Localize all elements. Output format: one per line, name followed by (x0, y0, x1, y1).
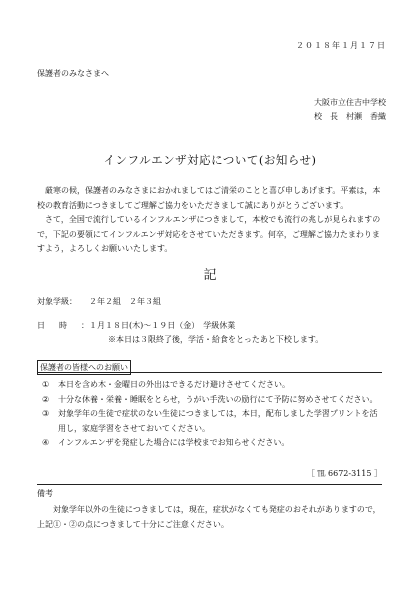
request-list (42, 378, 382, 451)
divider (37, 372, 382, 373)
item-text: 対象学年の生徒で症状のない生徒につきましては，本日，配布しました学習プリントを活用し，家庭学習をさせておいてください。 (58, 409, 378, 433)
divider (37, 484, 382, 485)
item-text: 本日を含め木・金曜日の外出はできるだけ避けさせてください。 (58, 380, 290, 389)
item-text: インフルエンザを発症した場合には学校までお知らせください。 (58, 438, 290, 447)
request-heading: 保護者の皆様へのお願い (37, 360, 131, 375)
list-item (42, 378, 382, 393)
list-item (42, 436, 382, 451)
schedule-label: 日時： (37, 321, 103, 330)
remarks-label: 備考 (37, 489, 53, 498)
schedule-note: ※本日は３限終了後，学活・給食をとったあと下校します。 (108, 335, 324, 344)
schedule (37, 320, 235, 332)
body-text (37, 184, 387, 257)
target-label: 対象学級： (37, 297, 77, 306)
document-title: インフルエンザ対応について(お知らせ) (103, 153, 317, 167)
document-date: ２０１８年１月１７日 (296, 41, 386, 50)
principal-name: 校 長 村瀬 香織 (314, 112, 386, 121)
remarks-text (37, 503, 387, 532)
school-phone: ［ ℡ 6672-3115 ］ (306, 469, 382, 478)
list-item (42, 393, 382, 408)
school-name: 大阪市立住吉中学校 (314, 98, 386, 107)
body-paragraph: 厳寒の候，保護者のみなさまにおかれましてはご清栄のことと喜び申しあげます。平素は，本校の教育活動につきましてご理解ご協力をいただきまして誠にありがとうございます。 (37, 186, 381, 210)
item-number: ③ (42, 409, 50, 418)
target-value: ２年２組 ２年３組 (89, 297, 161, 306)
item-text: 十分な休養・栄養・睡眠をとらせ，うがい手洗いの励行にて予防に努めさせてください。 (58, 394, 378, 404)
sender-block (314, 96, 386, 124)
target-classes (37, 296, 161, 308)
remarks-paragraph: 対象学年以外の生徒につきましては，現在，症状がなくても発症のおそれがありますので，上記①・②の点につきまして十分にご注意ください。 (37, 505, 381, 529)
body-paragraph: さて，全国で流行しているインフルエンザにつきまして，本校でも流行の兆しが見られますので，下記の要領にてインフルエンザ対応をさせていただきます。何卒，ご理解ご協力たまわりますよう，よろしくお願いいたします。 (37, 215, 381, 253)
item-number: ① (42, 380, 50, 389)
addressee: 保護者のみなさまへ (37, 69, 109, 78)
schedule-value: １月１８日(木)～１９日（金） 学級休業 (89, 321, 236, 330)
ki-heading: 記 (203, 268, 217, 283)
list-item (42, 407, 382, 436)
item-number: ② (42, 394, 50, 404)
item-number: ④ (42, 438, 50, 447)
